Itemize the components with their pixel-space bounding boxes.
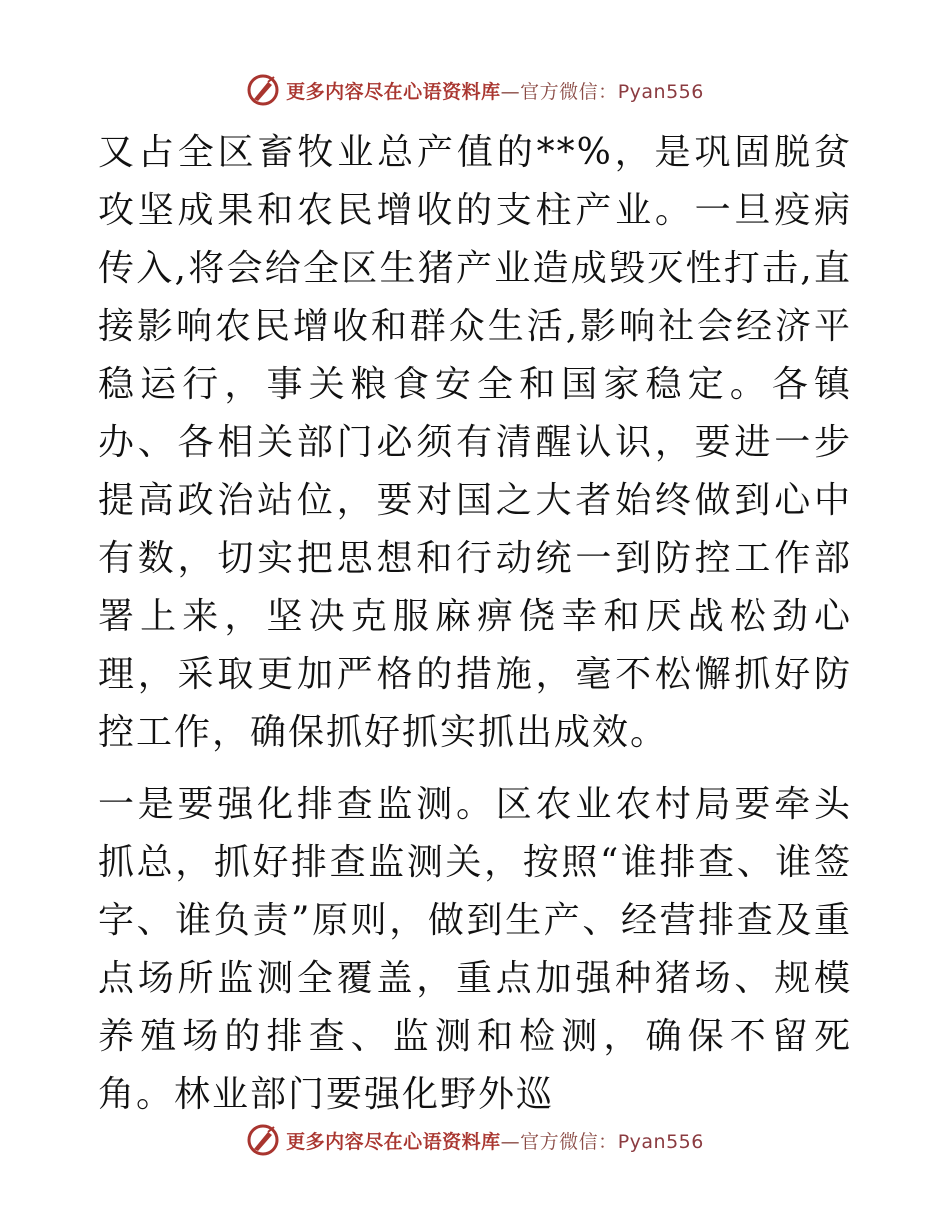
document-body bbox=[98, 124, 852, 1124]
header-wechat-id[interactable]: Pyan556 bbox=[617, 80, 704, 103]
quill-logo-icon bbox=[246, 73, 280, 107]
footer-separator: — bbox=[500, 1130, 521, 1153]
paragraph-1: 又占全区畜牧业总产值的**%，是巩固脱贫攻坚成果和农民增收的支柱产业。一旦疫病传入,将会给全区生猪产业造成毁灭性打击,直接影响农民增收和群众生活,影响社会经济平稳运行，事关粮食安全和国家稳定。各镇办、各相关部门必须有清醒认识，要进一步提高政治站位，要对国之大者始终做到心中有数，切实把思想和行动统一到防控工作部署上来，坚决克服麻痹侥幸和厌战松劲心理，采取更加严格的措施，毫不松懈抓好防控工作，确保抓好抓实抓出成效。 bbox=[98, 132, 852, 753]
paragraph-2: 一是要强化排查监测。区农业农村局要牵头抓总，抓好排查监测关，按照“谁排查、谁签字、谁负责”原则，做到生产、经营排查及重点场所监测全覆盖，重点加强种猪场、规模养殖场的排查、监测和检测，确保不留死角。林业部门要强化野外巡 bbox=[98, 784, 852, 1115]
footer-wechat-id[interactable]: Pyan556 bbox=[617, 1130, 704, 1153]
footer-brand: 更多内容尽在心语资料库 bbox=[286, 1130, 501, 1153]
header-banner bbox=[0, 70, 950, 110]
footer-wechat-label: 官方微信： bbox=[520, 1130, 618, 1153]
footer-banner bbox=[0, 1120, 950, 1160]
header-banner-text bbox=[286, 77, 704, 104]
header-wechat-label: 官方微信： bbox=[520, 80, 618, 103]
quill-logo-icon bbox=[246, 1123, 280, 1157]
header-separator: — bbox=[500, 80, 521, 103]
header-brand: 更多内容尽在心语资料库 bbox=[286, 80, 501, 103]
footer-banner-text bbox=[286, 1127, 704, 1154]
